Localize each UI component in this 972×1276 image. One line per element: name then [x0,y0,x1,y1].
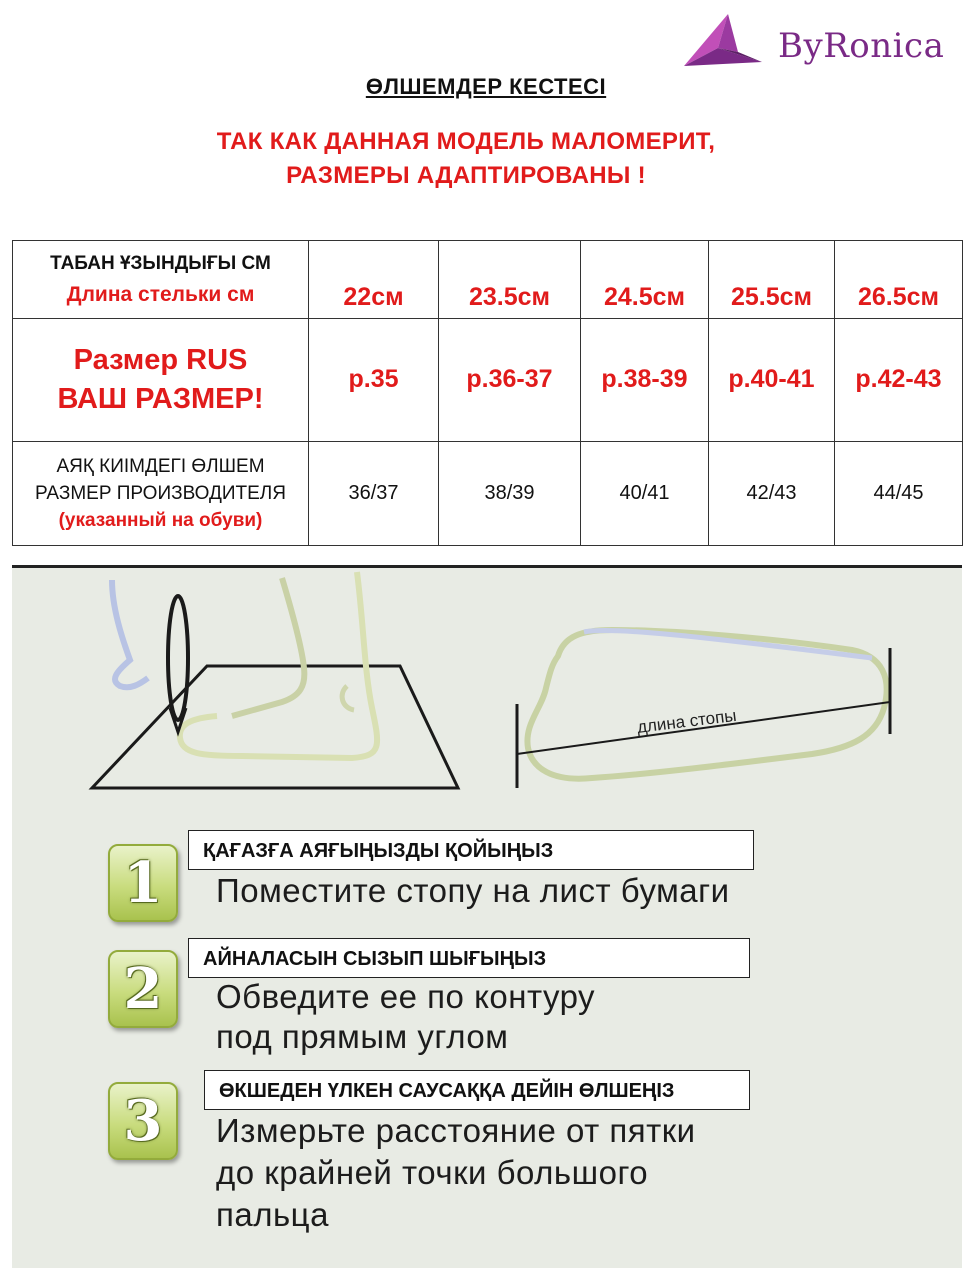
step-1-badge [108,844,178,922]
table-cell: 44/45 [835,441,963,545]
table-row-manufacturer [13,441,963,545]
step-2-text-line1: Обведите ее по контуру [216,978,596,1015]
row-label-line2: РАЗМЕР ПРОИЗВОДИТЕЛЯ [34,482,286,504]
row-label-kz: ТАБАН ҰЗЫНДЫҒЫ СМ [50,252,271,274]
step-number: 1 [123,850,163,916]
table-cell: 24.5см [581,241,709,319]
table-cell: 26.5см [835,241,963,319]
table-row-rus [13,319,963,441]
table-cell: 40/41 [581,441,709,545]
row-label-line1: АЯҚ КИІМДЕГІ ӨЛШЕМ [56,455,265,477]
warning-line-1: ТАК КАК ДАННАЯ МОДЕЛЬ МАЛОМЕРИТ, [216,128,716,155]
step-2-badge [108,950,178,1028]
table-cell: 36/37 [309,441,439,545]
row-label-line1: Размер RUS [73,343,248,376]
row-label-line3: (указанный на обуви) [58,509,263,531]
logo-mark-icon [678,8,774,80]
step-3-text-line2: до крайней точки большого [216,1154,649,1191]
step-3-badge [108,1082,178,1160]
table-cell: р.38-39 [581,319,709,441]
table-cell: 23.5см [439,241,581,319]
table-cell: 38/39 [439,441,581,545]
table-cell: р.40-41 [709,319,835,441]
foot-length-label: длина стопы [636,705,738,737]
step-3-text-line1: Измерьте расстояние от пятки [216,1112,696,1149]
table-row-length [13,241,963,319]
step-number: 3 [123,1088,163,1154]
row-header-manufacturer [13,441,309,545]
foot-measure-illustration [12,568,962,818]
table-cell: р.36-37 [439,319,581,441]
table-cell: р.35 [309,319,439,441]
table-cell: 25.5см [709,241,835,319]
brand-logo [678,8,948,80]
warning-line-2: РАЗМЕРЫ АДАПТИРОВАНЫ ! [286,162,646,189]
row-header-length [13,241,309,319]
step-2-kz-label: АЙНАЛАСЫН СЫЗЫП ШЫҒЫҢЫЗ [188,938,750,978]
step-2-text-line2: под прямым углом [216,1018,509,1055]
table-cell: р.42-43 [835,319,963,441]
step-3-kz-label: ӨКШЕДЕН ҮЛКЕН САУСАҚҚА ДЕЙІН ӨЛШЕҢІЗ [204,1070,750,1110]
step-3-text-line3: пальца [216,1196,329,1233]
row-header-rus [13,319,309,441]
row-label-ru: Длина стельки см [66,282,255,306]
row-label-line2: ВАШ РАЗМЕР! [57,382,264,415]
step-1-text-line1: Поместите стопу на лист бумаги [216,872,730,909]
step-number: 2 [123,956,163,1022]
table-cell: 42/43 [709,441,835,545]
size-table [12,240,963,546]
step-1-kz-label: ҚАҒАЗҒА АЯҒЫҢЫЗДЫ ҚОЙЫҢЫЗ [188,830,754,870]
instruction-panel [12,565,962,1268]
table-cell: 22см [309,241,439,319]
brand-name: ByRonica [778,26,945,66]
page-title: ӨЛШЕМДЕР КЕСТЕСІ [365,74,607,99]
